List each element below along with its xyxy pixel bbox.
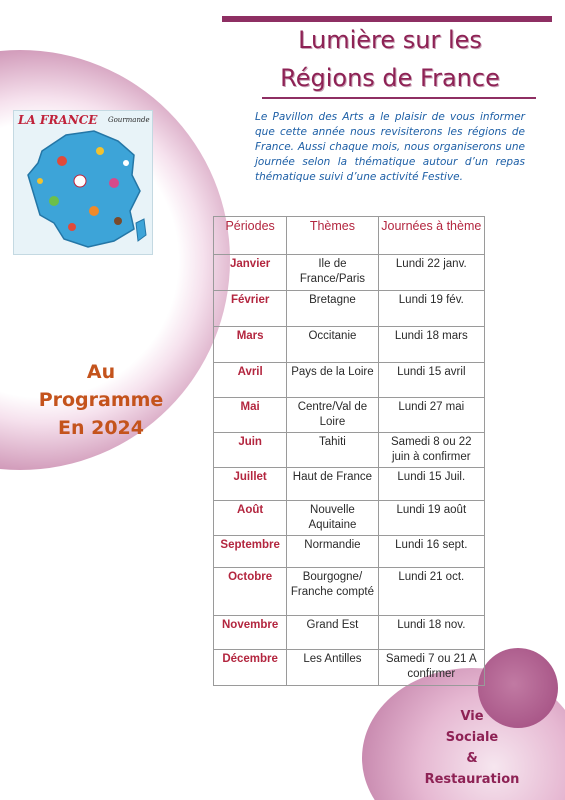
day-cell: Lundi 15 Juil. (378, 468, 484, 501)
header-days: Journées à thème (378, 217, 484, 255)
theme-cell: Haut de France (287, 468, 378, 501)
day-cell: Lundi 22 janv. (378, 255, 484, 291)
france-map-icon (14, 111, 153, 255)
program-line-2: Programme (38, 389, 164, 411)
theme-cell: Tahiti (287, 433, 378, 468)
table-row (214, 501, 485, 536)
footer-label (412, 706, 532, 790)
table-row (214, 468, 485, 501)
period-cell: Juillet (214, 468, 287, 501)
program-line-3: En 2024 (57, 417, 144, 439)
header-bar (222, 16, 552, 22)
table-row (214, 536, 485, 568)
day-cell: Lundi 18 mars (378, 327, 484, 363)
france-map-illustration (13, 110, 153, 255)
period-cell: Septembre (214, 536, 287, 568)
table-row (214, 363, 485, 398)
period-cell: Juin (214, 433, 287, 468)
period-cell: Août (214, 501, 287, 536)
map-subtitle: Gourmande (108, 116, 150, 124)
theme-cell: Occitanie (287, 327, 378, 363)
page-title-line-2: Régions de France (280, 64, 500, 92)
period-cell: Avril (214, 363, 287, 398)
program-heading (26, 358, 176, 442)
table-row (214, 398, 485, 433)
footer-line-4: Restauration (424, 772, 520, 787)
period-cell: Mars (214, 327, 287, 363)
schedule-table (213, 216, 485, 686)
program-line-1: Au (86, 361, 116, 383)
period-cell: Mai (214, 398, 287, 433)
title-divider (262, 97, 536, 99)
page-title-line-1: Lumière sur les (298, 26, 482, 54)
period-cell: Janvier (214, 255, 287, 291)
theme-cell: Grand Est (287, 616, 378, 650)
table-row (214, 433, 485, 468)
table-row (214, 291, 485, 327)
table-header-row (214, 217, 485, 255)
day-cell: Samedi 7 ou 21 A confirmer (378, 650, 484, 686)
day-cell: Lundi 19 fév. (378, 291, 484, 327)
day-cell: Lundi 15 avril (378, 363, 484, 398)
period-cell: Octobre (214, 568, 287, 616)
intro-paragraph: Le Pavillon des Arts a le plaisir de vous informer que cette année nous revisiterons les régions de France. Aussi chaque mois, nous organiserons une journée selon la thématique autour d’un repas thématique suivi d’une activité Festive. (255, 111, 525, 183)
period-cell: Février (214, 291, 287, 327)
theme-cell: Bourgogne/ Franche compté (287, 568, 378, 616)
theme-cell: Pays de la Loire (287, 363, 378, 398)
period-cell: Novembre (214, 616, 287, 650)
period-cell: Décembre (214, 650, 287, 686)
theme-cell: Les Antilles (287, 650, 378, 686)
day-cell: Lundi 21 oct. (378, 568, 484, 616)
map-title: LA FRANCE (18, 113, 98, 127)
table-row (214, 568, 485, 616)
theme-cell: Bretagne (287, 291, 378, 327)
day-cell: Samedi 8 ou 22 juin à confirmer (378, 433, 484, 468)
day-cell: Lundi 27 mai (378, 398, 484, 433)
table-row (214, 327, 485, 363)
day-cell: Lundi 16 sept. (378, 536, 484, 568)
footer-line-3: & (466, 751, 478, 766)
day-cell: Lundi 19 août (378, 501, 484, 536)
theme-cell: Normandie (287, 536, 378, 568)
table-row (214, 255, 485, 291)
theme-cell: Nouvelle Aquitaine (287, 501, 378, 536)
footer-line-2: Sociale (445, 730, 499, 745)
table-row (214, 616, 485, 650)
footer-line-1: Vie (460, 709, 484, 724)
header-periods: Périodes (214, 217, 287, 255)
theme-cell: Ile de France/Paris (287, 255, 378, 291)
header-themes: Thèmes (287, 217, 378, 255)
day-cell: Lundi 18 nov. (378, 616, 484, 650)
table-row (214, 650, 485, 686)
theme-cell: Centre/Val de Loire (287, 398, 378, 433)
